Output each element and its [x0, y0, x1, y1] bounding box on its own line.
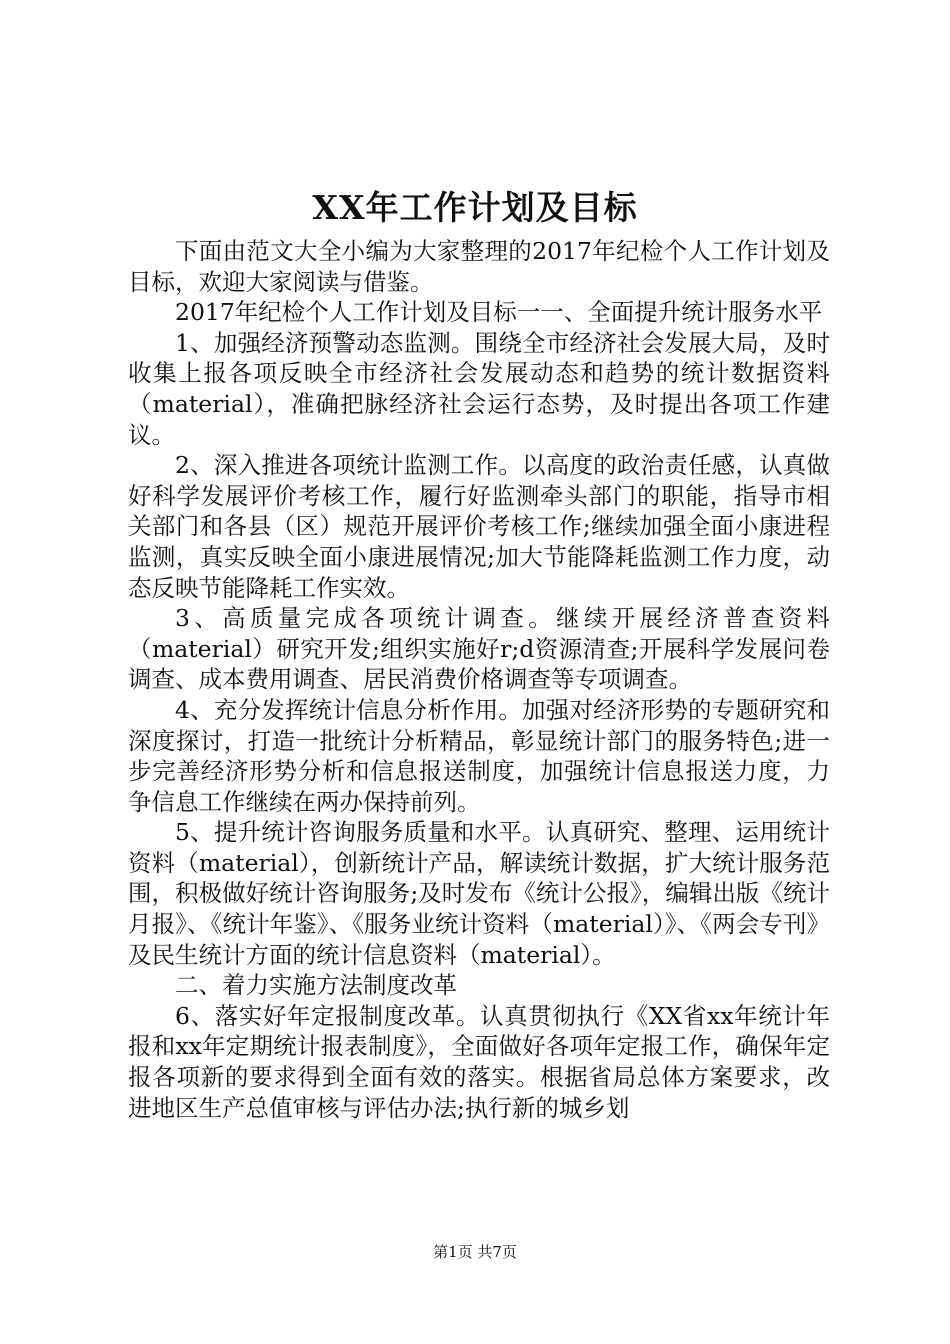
paragraph-item-4: 4、充分发挥统计信息分析作用。加强对经济形势的专题研究和深度探讨，打造一批统计分析精品，彰显统计部门的服务特色;进一步完善经济形势分析和信息报送制度，加强统计信息报送力度，力争信息工作继续在两办保持前列。: [128, 695, 830, 816]
paragraph-item-3: 3、高质量完成各项统计调查。继续开展经济普查资料（material）研究开发;组织实施好r;d资源清查;开展科学发展问卷调查、成本费用调查、居民消费价格调查等专项调查。: [128, 604, 830, 694]
paragraph-item-1: 1、加强经济预警动态监测。围绕全市经济社会发展大局，及时收集上报各项反映全市经济社会发展动态和趋势的统计数据资料（material），准确把脉经济社会运行态势，及时提出各项工作建议。: [128, 328, 830, 449]
paragraph-section-two-heading: 二、着力实施方法制度改革: [175, 971, 457, 1000]
paragraph-item-5: 5、提升统计咨询服务质量和水平。认真研究、整理、运用统计资料（material），创新统计产品，解读统计数据，扩大统计服务范围，积极做好统计咨询服务;及时发布《统计公报》，编辑出版《统计月报》、《统计年鉴》、《服务业统计资料（material）》、《两会专刊》及民生统计方面的统计信息资料（material）。: [128, 818, 830, 969]
paragraph-item-2: 2、深入推进各项统计监测工作。以高度的政治责任感，认真做好科学发展评价考核工作，履行好监测牵头部门的职能，指导市相关部门和各县（区）规范开展评价考核工作;继续加强全面小康进程监测，真实反映全面小康进展情况;加大节能降耗监测工作力度，动态反映节能降耗工作实效。: [128, 451, 830, 602]
document-body: [128, 236, 830, 1123]
paragraph-item-6: 6、落实好年定报制度改革。认真贯彻执行《XX省xx年统计年报和xx年定期统计报表制度》，全面做好各项年定报工作，确保年定报各项新的要求得到全面有效的落实。根据省局总体方案要求，改进地区生产总值审核与评估办法;执行新的城乡划: [128, 1001, 830, 1122]
paragraph-section-one-heading: 2017年纪检个人工作计划及目标一一、全面提升统计服务水平: [175, 298, 823, 327]
paragraph-intro: 下面由范文大全小编为大家整理的2017年纪检个人工作计划及目标，欢迎大家阅读与借鉴。: [128, 237, 830, 296]
page-number-footer: 第1页 共7页: [433, 1243, 517, 1261]
document-title: XX年工作计划及目标: [312, 188, 638, 227]
